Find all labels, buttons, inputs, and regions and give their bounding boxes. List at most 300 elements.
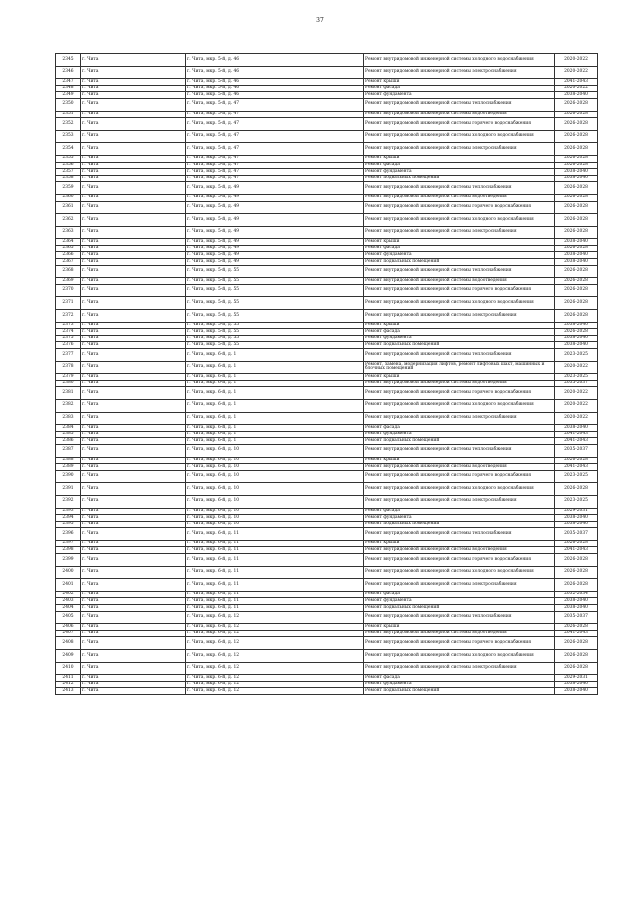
- row-work-type: Ремонт внутридомовой инженерной системы водоотведения: [364, 630, 555, 637]
- table-row: [56, 66, 598, 79]
- row-period: 2041-2043: [555, 431, 598, 438]
- row-period: 2026-2028: [555, 297, 598, 310]
- row-address: г. Чита, мкр. 5-й, д. 46: [186, 54, 364, 67]
- row-period: 2026-2028: [555, 624, 598, 631]
- row-city: г. Чита: [81, 662, 186, 675]
- row-period: 2026-2028: [555, 637, 598, 650]
- row-number: 2387: [56, 444, 81, 457]
- table-row: [56, 399, 598, 412]
- table-row: [56, 508, 598, 515]
- table-row: [56, 335, 598, 342]
- row-address: г. Чита, мкр. 5-й, д. 49: [186, 226, 364, 239]
- table-row: [56, 259, 598, 266]
- row-number: 2363: [56, 226, 81, 239]
- table-row: [56, 457, 598, 464]
- row-city: г. Чита: [81, 431, 186, 438]
- row-period: 2041-2043: [555, 547, 598, 554]
- row-city: г. Чита: [81, 412, 186, 425]
- row-address: г. Чита, мкр. 5-й, д. 55: [186, 265, 364, 278]
- row-work-type: Ремонт внутридомовой инженерной системы теплоснабжения: [364, 349, 555, 362]
- row-address: г. Чита, мкр. 6-й, д. 12: [186, 611, 364, 624]
- table-row: [56, 182, 598, 195]
- row-number: 2360: [56, 194, 81, 201]
- table-row: [56, 547, 598, 554]
- row-address: г. Чита, мкр. 6-й, д. 11: [186, 591, 364, 598]
- row-address: г. Чита, мкр. 6-й, д. 11: [186, 605, 364, 612]
- table-row: [56, 118, 598, 131]
- row-address: г. Чита, мкр. 5-й, д. 49: [186, 239, 364, 246]
- row-address: г. Чита, мкр. 5-й, д. 46: [186, 79, 364, 86]
- row-work-type: Ремонт внутридомовой инженерной системы холодного водоснабжения: [364, 130, 555, 143]
- row-city: г. Чита: [81, 521, 186, 528]
- row-city: г. Чита: [81, 54, 186, 67]
- row-period: 2041-2043: [555, 464, 598, 471]
- row-address: г. Чита, мкр. 5-й, д. 46: [186, 85, 364, 92]
- row-work-type: Ремонт крыши: [364, 155, 555, 162]
- row-city: г. Чита: [81, 624, 186, 631]
- row-period: 2023-2025: [555, 470, 598, 483]
- row-number: 2398: [56, 547, 81, 554]
- table-row: [56, 431, 598, 438]
- row-city: г. Чита: [81, 259, 186, 266]
- row-work-type: Ремонт внутридомовой инженерной системы водоотведения: [364, 111, 555, 118]
- row-work-type: Ремонт внутридомовой инженерной системы водоотведения: [364, 194, 555, 201]
- row-address: г. Чита, мкр. 6-й, д. 12: [186, 630, 364, 637]
- row-city: г. Чита: [81, 329, 186, 336]
- table-row: [56, 515, 598, 522]
- row-work-type: Ремонт внутридомовой инженерной системы горячего водоснабжения: [364, 470, 555, 483]
- row-work-type: Ремонт фундамента: [364, 335, 555, 342]
- row-address: г. Чита, мкр. 6-й, д. 11: [186, 554, 364, 567]
- row-number: 2376: [56, 342, 81, 349]
- row-address: г. Чита, мкр. 6-й, д. 1: [186, 431, 364, 438]
- row-city: г. Чита: [81, 278, 186, 285]
- row-address: г. Чита, мкр. 6-й, д. 10: [186, 470, 364, 483]
- row-address: г. Чита, мкр. 6-й, д. 12: [186, 624, 364, 631]
- row-number: 2388: [56, 457, 81, 464]
- row-period: 2026-2028: [555, 265, 598, 278]
- row-number: 2368: [56, 265, 81, 278]
- table-row: [56, 387, 598, 400]
- row-work-type: Ремонт внутридомовой инженерной системы теплоснабжения: [364, 444, 555, 457]
- row-city: г. Чита: [81, 637, 186, 650]
- row-city: г. Чита: [81, 547, 186, 554]
- row-address: г. Чита, мкр. 5-й, д. 55: [186, 342, 364, 349]
- row-address: г. Чита, мкр. 5-й, д. 55: [186, 322, 364, 329]
- row-city: г. Чита: [81, 79, 186, 86]
- row-number: 2407: [56, 630, 81, 637]
- row-work-type: Ремонт внутридомовой инженерной системы электроснабжения: [364, 226, 555, 239]
- row-city: г. Чита: [81, 143, 186, 156]
- row-period: 2032-2034: [555, 591, 598, 598]
- table-row: [56, 252, 598, 259]
- row-period: 2020-2022: [555, 66, 598, 79]
- row-city: г. Чита: [81, 495, 186, 508]
- row-address: г. Чита, мкр. 5-й, д. 47: [186, 162, 364, 169]
- row-address: г. Чита, мкр. 6-й, д. 10: [186, 444, 364, 457]
- row-work-type: Ремонт внутридомовой инженерной системы холодного водоснабжения: [364, 297, 555, 310]
- row-period: 2038-2040: [555, 169, 598, 176]
- row-number: 2347: [56, 79, 81, 86]
- row-city: г. Чита: [81, 374, 186, 381]
- row-work-type: Ремонт внутридомовой инженерной системы электроснабжения: [364, 143, 555, 156]
- row-address: г. Чита, мкр. 5-й, д. 49: [186, 245, 364, 252]
- row-number: 2412: [56, 681, 81, 688]
- row-work-type: Ремонт фундамента: [364, 431, 555, 438]
- table-row: [56, 374, 598, 381]
- row-number: 2403: [56, 598, 81, 605]
- row-work-type: Ремонт внутридомовой инженерной системы водоотведения: [364, 278, 555, 285]
- row-address: г. Чита, мкр. 5-й, д. 55: [186, 310, 364, 323]
- row-city: г. Чита: [81, 566, 186, 579]
- row-number: 2361: [56, 201, 81, 214]
- row-address: г. Чита, мкр. 5-й, д. 49: [186, 194, 364, 201]
- row-city: г. Чита: [81, 598, 186, 605]
- table-row: [56, 239, 598, 246]
- row-period: 2026-2028: [555, 566, 598, 579]
- row-city: г. Чита: [81, 605, 186, 612]
- row-period: 2026-2028: [555, 662, 598, 675]
- row-city: г. Чита: [81, 457, 186, 464]
- table-row: [56, 98, 598, 111]
- row-work-type: Ремонт внутридомовой инженерной системы горячего водоснабжения: [364, 201, 555, 214]
- row-city: г. Чита: [81, 675, 186, 682]
- row-work-type: Ремонт крыши: [364, 540, 555, 547]
- row-work-type: Ремонт внутридомовой инженерной системы теплоснабжения: [364, 528, 555, 541]
- row-city: г. Чита: [81, 579, 186, 592]
- row-address: г. Чита, мкр. 6-й, д. 10: [186, 495, 364, 508]
- table-row: [56, 162, 598, 169]
- row-city: г. Чита: [81, 335, 186, 342]
- row-city: г. Чита: [81, 322, 186, 329]
- row-number: 2352: [56, 118, 81, 131]
- row-period: 2038-2040: [555, 259, 598, 266]
- row-number: 2356: [56, 162, 81, 169]
- row-address: г. Чита, мкр. 5-й, д. 49: [186, 252, 364, 259]
- row-number: 2375: [56, 335, 81, 342]
- row-work-type: Ремонт внутридомовой инженерной системы холодного водоснабжения: [364, 54, 555, 67]
- row-city: г. Чита: [81, 92, 186, 99]
- row-work-type: Ремонт внутридомовой инженерной системы теплоснабжения: [364, 182, 555, 195]
- table-row: [56, 143, 598, 156]
- row-period: 2026-2028: [555, 201, 598, 214]
- row-city: г. Чита: [81, 508, 186, 515]
- row-city: г. Чита: [81, 226, 186, 239]
- row-address: г. Чита, мкр. 6-й, д. 10: [186, 521, 364, 528]
- row-number: 2399: [56, 554, 81, 567]
- row-city: г. Чита: [81, 175, 186, 182]
- row-address: г. Чита, мкр. 5-й, д. 55: [186, 297, 364, 310]
- row-number: 2372: [56, 310, 81, 323]
- table-row: [56, 297, 598, 310]
- row-city: г. Чита: [81, 483, 186, 496]
- row-period: 2026-2028: [555, 182, 598, 195]
- row-address: г. Чита, мкр. 6-й, д. 1: [186, 412, 364, 425]
- row-number: 2394: [56, 515, 81, 522]
- capital-repair-table: [55, 53, 598, 695]
- row-work-type: Ремонт подвальных помещений: [364, 688, 555, 695]
- row-work-type: Ремонт внутридомовой инженерной системы электроснабжения: [364, 662, 555, 675]
- row-number: 2359: [56, 182, 81, 195]
- row-work-type: Ремонт внутридомовой инженерной системы горячего водоснабжения: [364, 284, 555, 297]
- row-period: 2038-2040: [555, 515, 598, 522]
- table-row: [56, 540, 598, 547]
- row-number: 2373: [56, 322, 81, 329]
- row-work-type: Ремонт подвальных помещений: [364, 175, 555, 182]
- row-work-type: Ремонт внутридомовой инженерной системы холодного водоснабжения: [364, 214, 555, 227]
- table-row: [56, 598, 598, 605]
- row-address: г. Чита, мкр. 5-й, д. 47: [186, 169, 364, 176]
- row-address: г. Чита, мкр. 5-й, д. 55: [186, 329, 364, 336]
- row-address: г. Чита, мкр. 6-й, д. 12: [186, 688, 364, 695]
- row-work-type: Ремонт внутридомовой инженерной системы горячего водоснабжения: [364, 387, 555, 400]
- row-address: г. Чита, мкр. 6-й, д. 1: [186, 361, 364, 374]
- table-row: [56, 611, 598, 624]
- row-period: 2020-2022: [555, 85, 598, 92]
- row-period: 2038-2040: [555, 239, 598, 246]
- row-work-type: Ремонт фундамента: [364, 681, 555, 688]
- row-number: 2369: [56, 278, 81, 285]
- row-number: 2381: [56, 387, 81, 400]
- row-address: г. Чита, мкр. 5-й, д. 47: [186, 143, 364, 156]
- row-work-type: Ремонт подвальных помещений: [364, 342, 555, 349]
- table-body: [56, 54, 598, 695]
- row-period: 2026-2028: [555, 483, 598, 496]
- row-city: г. Чита: [81, 399, 186, 412]
- row-address: г. Чита, мкр. 6-й, д. 1: [186, 438, 364, 445]
- row-work-type: Ремонт фасада: [364, 162, 555, 169]
- row-address: г. Чита, мкр. 6-й, д. 11: [186, 566, 364, 579]
- row-number: 2353: [56, 130, 81, 143]
- table-row: [56, 130, 598, 143]
- row-city: г. Чита: [81, 85, 186, 92]
- row-work-type: Ремонт внутридомовой инженерной системы электроснабжения: [364, 579, 555, 592]
- row-period: 2041-2043: [555, 79, 598, 86]
- row-period: 2026-2028: [555, 554, 598, 567]
- row-city: г. Чита: [81, 194, 186, 201]
- row-city: г. Чита: [81, 470, 186, 483]
- row-work-type: Ремонт фундамента: [364, 169, 555, 176]
- row-number: 2392: [56, 495, 81, 508]
- row-work-type: Ремонт фундамента: [364, 598, 555, 605]
- row-work-type: Ремонт фасада: [364, 675, 555, 682]
- table-row: [56, 662, 598, 675]
- row-period: 2038-2040: [555, 521, 598, 528]
- table-row: [56, 169, 598, 176]
- row-address: г. Чита, мкр. 6-й, д. 11: [186, 579, 364, 592]
- row-city: г. Чита: [81, 252, 186, 259]
- row-city: г. Чита: [81, 438, 186, 445]
- table-row: [56, 579, 598, 592]
- row-number: 2345: [56, 54, 81, 67]
- table-row: [56, 214, 598, 227]
- row-period: 2041-2043: [555, 630, 598, 637]
- row-period: 2041-2043: [555, 438, 598, 445]
- row-work-type: Ремонт внутридомовой инженерной системы горячего водоснабжения: [364, 554, 555, 567]
- row-work-type: Ремонт крыши: [364, 79, 555, 86]
- row-work-type: Ремонт крыши: [364, 322, 555, 329]
- row-work-type: Ремонт внутридомовой инженерной системы водоотведения: [364, 380, 555, 387]
- table-row: [56, 201, 598, 214]
- row-period: 2026-2028: [555, 143, 598, 156]
- row-address: г. Чита, мкр. 5-й, д. 49: [186, 201, 364, 214]
- row-number: 2406: [56, 624, 81, 631]
- row-number: 2389: [56, 464, 81, 471]
- row-work-type: Ремонт крыши: [364, 457, 555, 464]
- row-work-type: Ремонт внутридомовой инженерной системы холодного водоснабжения: [364, 399, 555, 412]
- table-row: [56, 425, 598, 432]
- row-work-type: Ремонт крыши: [364, 624, 555, 631]
- row-number: 2409: [56, 650, 81, 663]
- table-row: [56, 444, 598, 457]
- row-period: 2038-2040: [555, 425, 598, 432]
- row-city: г. Чита: [81, 688, 186, 695]
- row-city: г. Чита: [81, 201, 186, 214]
- row-work-type: Ремонт внутридомовой инженерной системы водоотведения: [364, 547, 555, 554]
- row-address: г. Чита, мкр. 6-й, д. 11: [186, 598, 364, 605]
- row-period: 2023-2025: [555, 349, 598, 362]
- row-work-type: Ремонт внутридомовой инженерной системы теплоснабжения: [364, 265, 555, 278]
- row-number: 2405: [56, 611, 81, 624]
- table-row: [56, 380, 598, 387]
- row-city: г. Чита: [81, 361, 186, 374]
- row-city: г. Чита: [81, 554, 186, 567]
- row-number: 2413: [56, 688, 81, 695]
- row-work-type: Ремонт внутридомовой инженерной системы холодного водоснабжения: [364, 650, 555, 663]
- row-period: 2020-2022: [555, 54, 598, 67]
- row-period: 2035-2037: [555, 528, 598, 541]
- table-row: [56, 637, 598, 650]
- row-city: г. Чита: [81, 182, 186, 195]
- row-work-type: Ремонт подвальных помещений: [364, 605, 555, 612]
- row-city: г. Чита: [81, 528, 186, 541]
- row-city: г. Чита: [81, 515, 186, 522]
- row-number: 2391: [56, 483, 81, 496]
- row-period: 2038-2040: [555, 342, 598, 349]
- row-work-type: Ремонт внутридомовой инженерной системы электроснабжения: [364, 495, 555, 508]
- row-address: г. Чита, мкр. 6-й, д. 1: [186, 374, 364, 381]
- table-row: [56, 92, 598, 99]
- row-period: 2026-2028: [555, 278, 598, 285]
- row-number: 2384: [56, 425, 81, 432]
- row-period: 2026-2028: [555, 579, 598, 592]
- row-period: 2026-2028: [555, 329, 598, 336]
- table-row: [56, 79, 598, 86]
- row-city: г. Чита: [81, 342, 186, 349]
- row-work-type: Ремонт подвальных помещений: [364, 438, 555, 445]
- row-period: 2029-2031: [555, 675, 598, 682]
- row-period: 2020-2022: [555, 412, 598, 425]
- row-address: г. Чита, мкр. 6-й, д. 12: [186, 637, 364, 650]
- row-city: г. Чита: [81, 349, 186, 362]
- row-work-type: Ремонт внутридомовой инженерной системы горячего водоснабжения: [364, 118, 555, 131]
- table-row: [56, 438, 598, 445]
- row-work-type: Ремонт фасада: [364, 329, 555, 336]
- row-period: 2026-2028: [555, 310, 598, 323]
- row-period: 2020-2022: [555, 361, 598, 374]
- row-number: 2348: [56, 85, 81, 92]
- row-city: г. Чита: [81, 387, 186, 400]
- row-address: г. Чита, мкр. 6-й, д. 1: [186, 349, 364, 362]
- row-number: 2371: [56, 297, 81, 310]
- row-address: г. Чита, мкр. 6-й, д. 1: [186, 387, 364, 400]
- row-period: 2038-2040: [555, 688, 598, 695]
- row-number: 2404: [56, 605, 81, 612]
- row-city: г. Чита: [81, 310, 186, 323]
- row-city: г. Чита: [81, 425, 186, 432]
- table-row: [56, 284, 598, 297]
- row-address: г. Чита, мкр. 5-й, д. 55: [186, 335, 364, 342]
- row-address: г. Чита, мкр. 5-й, д. 46: [186, 66, 364, 79]
- row-city: г. Чита: [81, 169, 186, 176]
- row-address: г. Чита, мкр. 6-й, д. 11: [186, 528, 364, 541]
- row-number: 2355: [56, 155, 81, 162]
- row-period: 2026-2028: [555, 650, 598, 663]
- row-city: г. Чита: [81, 265, 186, 278]
- row-city: г. Чита: [81, 464, 186, 471]
- row-work-type: Ремонт внутридомовой инженерной системы электроснабжения: [364, 310, 555, 323]
- row-work-type: Ремонт внутридомовой инженерной системы холодного водоснабжения: [364, 483, 555, 496]
- row-period: 2038-2040: [555, 335, 598, 342]
- row-number: 2377: [56, 349, 81, 362]
- table-row: [56, 85, 598, 92]
- row-city: г. Чита: [81, 98, 186, 111]
- row-period: 2029-2031: [555, 508, 598, 515]
- table-row: [56, 470, 598, 483]
- row-address: г. Чита, мкр. 6-й, д. 10: [186, 457, 364, 464]
- row-number: 2402: [56, 591, 81, 598]
- row-city: г. Чита: [81, 111, 186, 118]
- row-work-type: Ремонт внутридомовой инженерной системы электроснабжения: [364, 412, 555, 425]
- row-address: г. Чита, мкр. 6-й, д. 1: [186, 425, 364, 432]
- row-period: 2026-2028: [555, 118, 598, 131]
- row-number: 2383: [56, 412, 81, 425]
- row-address: г. Чита, мкр. 5-й, д. 49: [186, 259, 364, 266]
- row-number: 2408: [56, 637, 81, 650]
- row-period: 2035-2037: [555, 380, 598, 387]
- row-number: 2397: [56, 540, 81, 547]
- row-period: 2038-2040: [555, 598, 598, 605]
- row-city: г. Чита: [81, 591, 186, 598]
- table-row: [56, 681, 598, 688]
- row-city: г. Чита: [81, 214, 186, 227]
- row-address: г. Чита, мкр. 6-й, д. 12: [186, 662, 364, 675]
- row-address: г. Чита, мкр. 5-й, д. 55: [186, 284, 364, 297]
- row-number: 2393: [56, 508, 81, 515]
- table-row: [56, 521, 598, 528]
- row-address: г. Чита, мкр. 6-й, д. 1: [186, 399, 364, 412]
- row-period: 2038-2040: [555, 175, 598, 182]
- row-number: 2378: [56, 361, 81, 374]
- row-address: г. Чита, мкр. 6-й, д. 10: [186, 515, 364, 522]
- row-city: г. Чита: [81, 681, 186, 688]
- table-row: [56, 495, 598, 508]
- row-number: 2354: [56, 143, 81, 156]
- row-number: 2366: [56, 252, 81, 259]
- page-number: 37: [316, 17, 324, 24]
- row-work-type: Ремонт, замена, модернизация лифтов, ремонт лифтовых шахт, машинных и блочных помещений: [364, 361, 555, 374]
- row-address: г. Чита, мкр. 6-й, д. 10: [186, 483, 364, 496]
- row-work-type: Ремонт фундамента: [364, 92, 555, 99]
- table-row: [56, 175, 598, 182]
- row-work-type: Ремонт подвальных помещений: [364, 259, 555, 266]
- table-row: [56, 245, 598, 252]
- row-address: г. Чита, мкр. 5-й, д. 55: [186, 278, 364, 285]
- row-work-type: Ремонт внутридомовой инженерной системы теплоснабжения: [364, 611, 555, 624]
- row-number: 2385: [56, 431, 81, 438]
- row-address: г. Чита, мкр. 5-й, д. 49: [186, 214, 364, 227]
- row-period: 2026-2028: [555, 226, 598, 239]
